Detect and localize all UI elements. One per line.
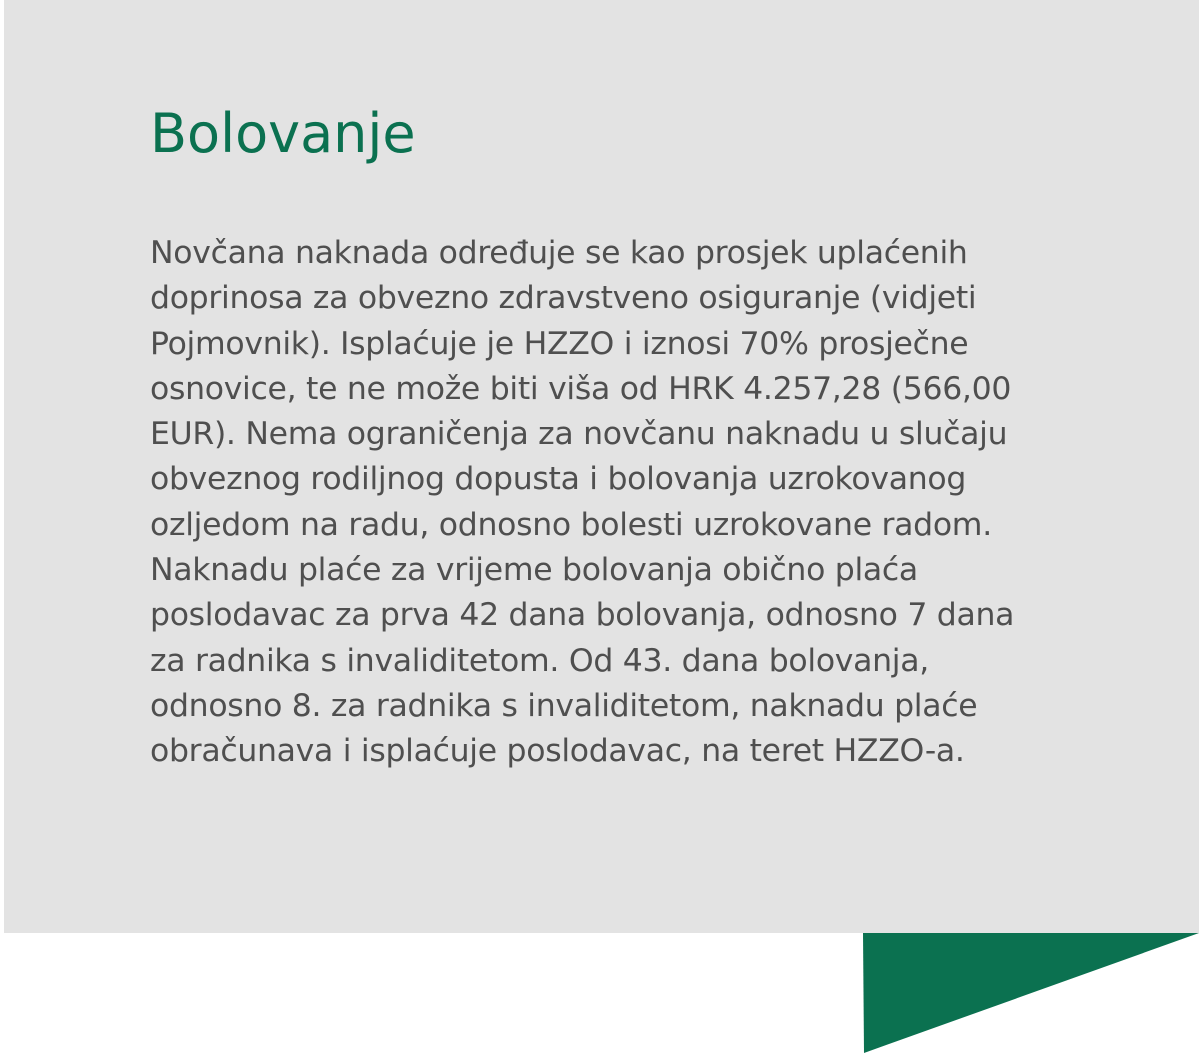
body-line: osnovice, te ne može biti viša od HRK 4.257,28 (566,00 bbox=[150, 370, 1012, 407]
body-line: poslodavac za prva 42 dana bolovanja, odnosno 7 dana bbox=[150, 597, 1015, 634]
body-line: Naknadu plaće za vrijeme bolovanja obično plaća bbox=[150, 552, 918, 589]
body-line: za radnika s invaliditetom. Od 43. dana bolovanja, bbox=[150, 642, 929, 679]
card-body-text bbox=[150, 231, 1110, 775]
body-line: doprinosa za obvezno zdravstveno osiguranje (vidjeti bbox=[150, 280, 977, 317]
info-card bbox=[4, 0, 1199, 933]
card-title: Bolovanje bbox=[150, 102, 416, 165]
body-line: obračunava i isplaćuje poslodavac, na teret HZZO-a. bbox=[150, 733, 965, 770]
body-line: ozljedom na radu, odnosno bolesti uzrokovane radom. bbox=[150, 506, 992, 543]
corner-fold-decoration bbox=[863, 933, 1199, 1053]
body-line: Pojmovnik). Isplaćuje je HZZO i iznosi 70% prosječne bbox=[150, 325, 969, 362]
body-line: obveznog rodiljnog dopusta i bolovanja uzrokovanog bbox=[150, 461, 967, 498]
body-line: EUR). Nema ograničenja za novčanu naknadu u slučaju bbox=[150, 416, 1008, 453]
corner-fold-shape bbox=[863, 933, 1199, 1053]
body-line: odnosno 8. za radnika s invaliditetom, naknadu plaće bbox=[150, 687, 978, 724]
body-line: Novčana naknada određuje se kao prosjek uplaćenih bbox=[150, 235, 968, 271]
